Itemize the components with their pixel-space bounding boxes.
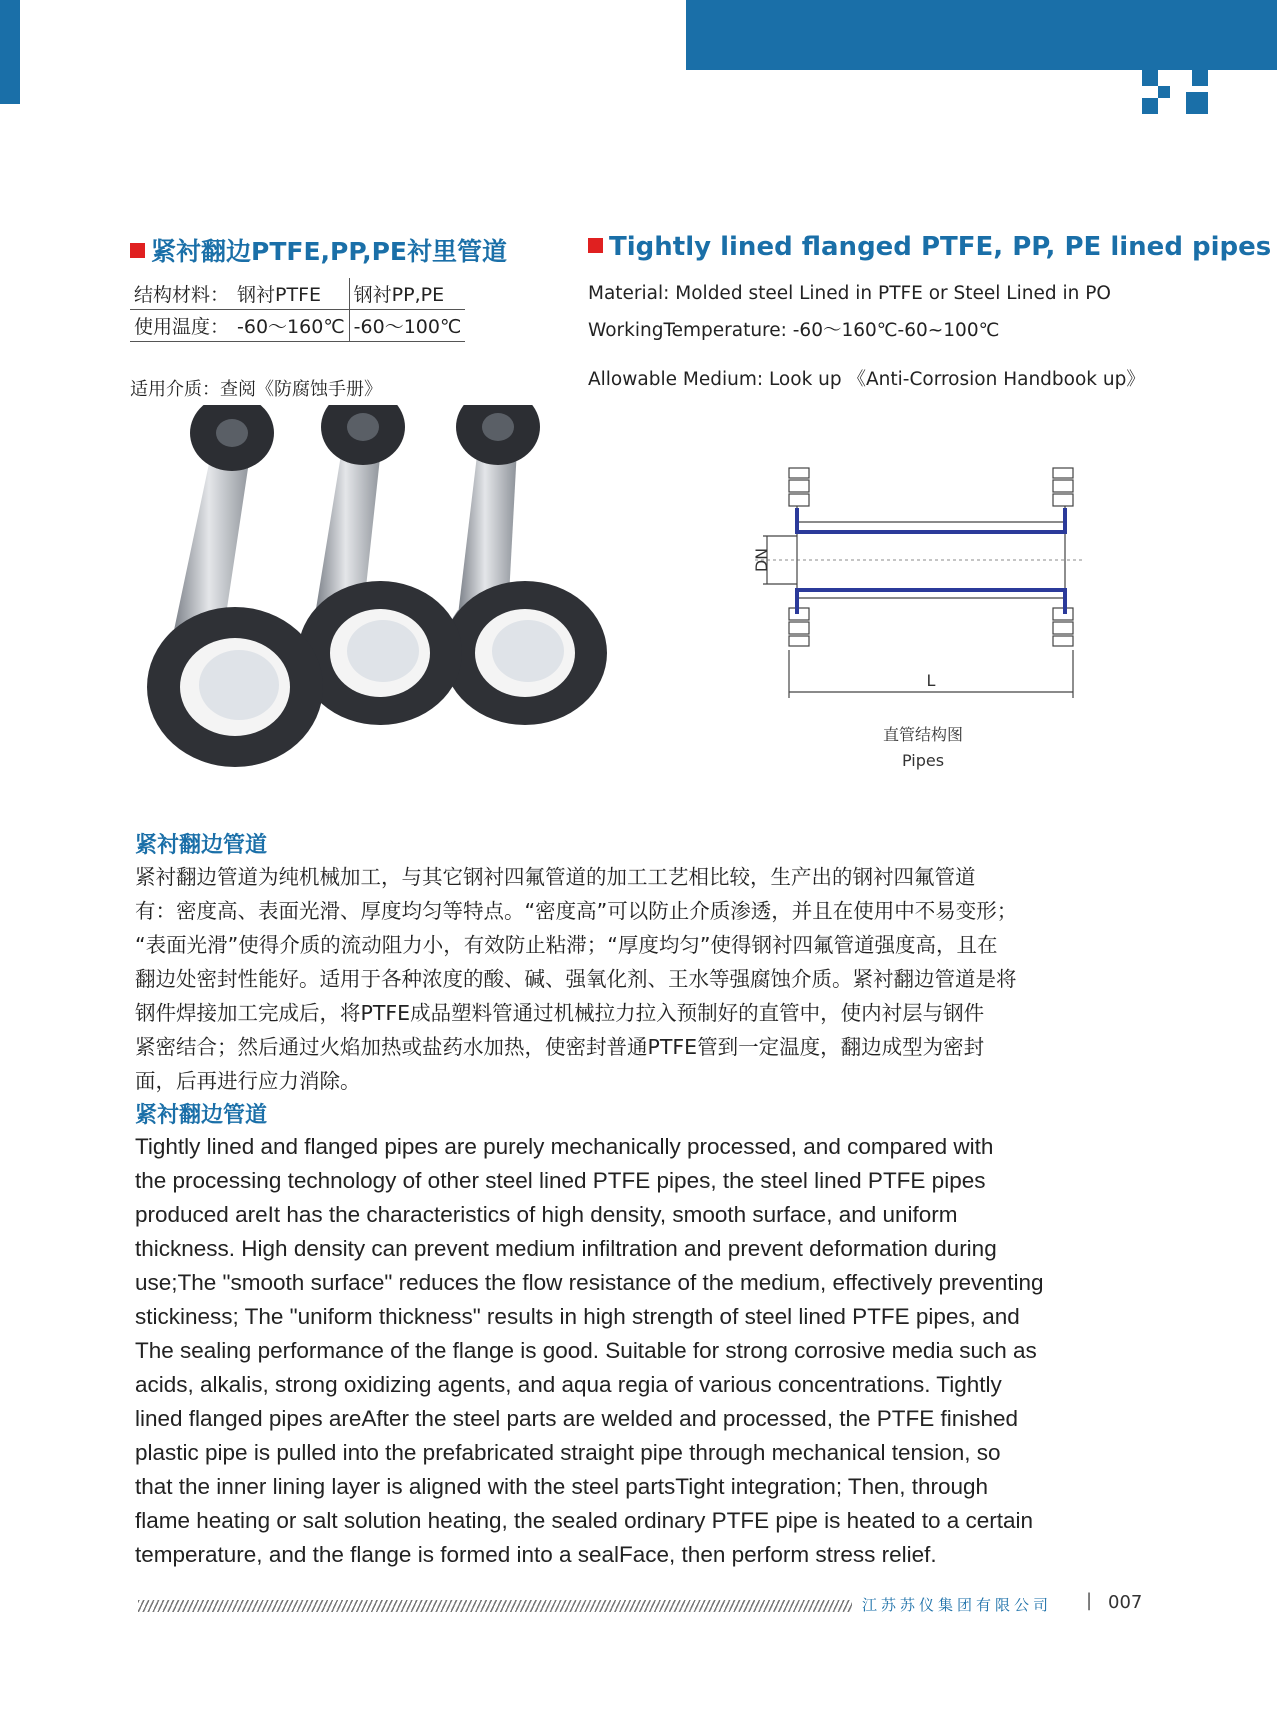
dn-label: DN — [752, 547, 771, 573]
footer-separator: | — [1086, 1590, 1093, 1611]
footer-company: 江苏苏仪集团有限公司 — [862, 1596, 1053, 1614]
spec-row-material — [130, 278, 465, 310]
text-line: 紧密结合；然后通过火焰加热或盐药水加热，使密封普通PTFE管到一定温度，翻边成型为密封 — [135, 1035, 985, 1059]
text-line: temperature, and the flange is formed into a sealFace, then perform stress relief. — [135, 1542, 937, 1567]
spec-table — [130, 278, 465, 342]
temp-value-2: -60～100℃ — [349, 310, 465, 342]
medium-cn: 适用介质：查阅《防腐蚀手册》 — [130, 379, 382, 400]
temperature-en: WorkingTemperature: -60～160℃-60~100℃ — [588, 320, 1000, 341]
header-square — [1192, 70, 1208, 86]
text-line: 紧衬翻边管道为纯机械加工，与其它钢衬四氟管道的加工工艺相比较，生产出的钢衬四氟管道 — [135, 865, 976, 889]
spec-row-temperature — [130, 310, 465, 342]
left-accent-bar — [0, 0, 20, 104]
title-cn-text: 紧衬翻边PTFE,PP,PE衬里管道 — [151, 237, 507, 266]
header-square — [1186, 92, 1208, 114]
material-value-1: 钢衬PTFE — [233, 278, 349, 310]
header-band — [686, 0, 1277, 70]
pipe-structure-diagram — [735, 458, 1095, 778]
title-cn — [130, 232, 507, 268]
header-square — [1158, 86, 1170, 98]
title-en — [588, 232, 1271, 262]
pipe-2 — [298, 405, 462, 725]
text-line: The sealing performance of the flange is good. Suitable for strong corrosive media such as — [135, 1338, 1037, 1363]
bullet-marker — [130, 243, 145, 258]
section-heading-cn: 紧衬翻边管道 — [135, 833, 268, 858]
temp-value-1: -60～160℃ — [233, 310, 349, 342]
header-square — [1142, 98, 1158, 114]
text-line: that the inner lining layer is aligned with the steel partsTight integration; Then, through — [135, 1474, 989, 1499]
description-en — [135, 1130, 1205, 1572]
lined-pipes-photo — [140, 405, 740, 795]
text-line: produced areIt has the characteristics of high density, smooth surface, and uniform — [135, 1202, 958, 1227]
text-line: lined flanged pipes areAfter the steel parts are welded and processed, the PTFE finished — [135, 1406, 1019, 1431]
description-cn — [135, 860, 1135, 1098]
medium-en: Allowable Medium: Look up 《Anti-Corrosion Handbook up》 — [588, 369, 1145, 390]
text-line: thickness. High density can prevent medium infiltration and prevent deformation during — [135, 1236, 997, 1261]
diagram-caption-cn: 直管结构图 — [882, 725, 964, 744]
text-line: acids, alkalis, strong oxidizing agents, and aqua regia of various concentrations. Tightly — [135, 1372, 1002, 1397]
header-square — [1142, 70, 1158, 86]
text-line: 有：密度高、表面光滑、厚度均匀等特点。“密度高”可以防止介质渗透，并且在使用中不易变形； — [135, 899, 1018, 923]
text-line: flame heating or salt solution heating, the sealed ordinary PTFE pipe is heated to a certain — [135, 1508, 1034, 1533]
text-line: the processing technology of other steel lined PTFE pipes, the steel lined PTFE pipes — [135, 1168, 986, 1193]
pipe-1 — [147, 405, 323, 767]
l-label: L — [926, 671, 936, 690]
text-line: 面，后再进行应力消除。 — [135, 1069, 361, 1093]
title-en-text: Tightly lined flanged PTFE, PP, PE lined pipes — [609, 232, 1272, 262]
text-line: stickiness; The "uniform thickness" results in high strength of steel lined PTFE pipes, and — [135, 1304, 1020, 1329]
text-line: plastic pipe is pulled into the prefabricated straight pipe through mechanical tension, so — [135, 1440, 1001, 1465]
material-value-2: 钢衬PP,PE — [349, 278, 465, 310]
text-line: 翻边处密封性能好。适用于各种浓度的酸、碱、强氧化剂、王水等强腐蚀介质。紧衬翻边管道是将 — [135, 967, 1017, 991]
text-line: use;The "smooth surface" reduces the flow resistance of the medium, effectively preventing — [135, 1270, 1044, 1295]
diagram-caption-en: Pipes — [901, 751, 945, 770]
material-en: Material: Molded steel Lined in PTFE or Steel Lined in PO — [588, 283, 1111, 304]
temp-label: 使用温度： — [130, 310, 233, 342]
page-number: 007 — [1108, 1592, 1143, 1613]
pipe-3 — [443, 405, 607, 725]
section-heading-en: 紧衬翻边管道 — [135, 1103, 268, 1128]
footer-hatch-rule — [138, 1600, 852, 1612]
text-line: 钢件焊接加工完成后，将PTFE成品塑料管通过机械拉力拉入预制好的直管中，使内衬层与钢件 — [135, 1001, 985, 1025]
text-line: “表面光滑”使得介质的流动阻力小，有效防止粘滞；“厚度均匀”使得钢衬四氟管道强度高，且在 — [135, 933, 998, 957]
text-line: Tightly lined and flanged pipes are purely mechanically processed, and compared with — [135, 1134, 994, 1159]
material-label: 结构材料： — [130, 278, 233, 310]
bullet-marker — [588, 238, 603, 253]
